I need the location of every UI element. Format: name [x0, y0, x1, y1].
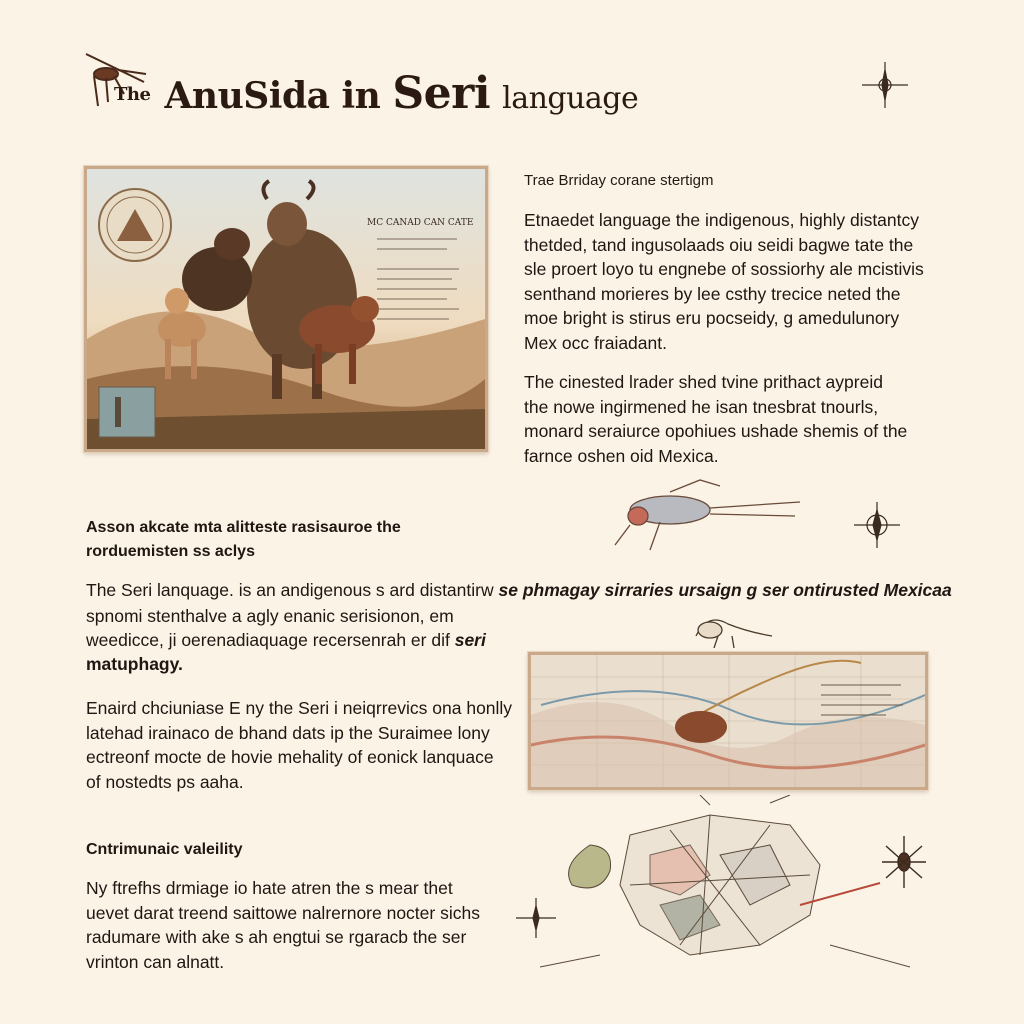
section-2-lead — [86, 578, 996, 603]
compass-rose-icon — [852, 500, 902, 550]
insect-sketch-icon — [874, 832, 934, 892]
title-part-3: language — [502, 81, 639, 116]
animals-illustration — [84, 166, 488, 452]
route-map-illustration — [528, 652, 928, 790]
small-creature-sketch — [688, 606, 778, 650]
title-part-2: Seri — [392, 68, 491, 119]
section-2-heading: Asson akcate mta alitteste rasisauroe the rorduemisten ss aclys — [86, 519, 401, 560]
right-paragraph-1: Etnaedet language the indigenous, highly distantcy thetded, tand ingusolaads oiu seidi bagwe tate the sle proert loyo tu engnebe of sossiorhy ale mcistivis senthand morieres by lee csthy trecice neted the moe bright is stirus eru pocseidy, g amedulunory Mex occ fraiadant. — [524, 210, 924, 353]
compass-rose-icon — [514, 896, 558, 940]
section-2-line-3 — [86, 628, 526, 653]
right-paragraph-2: The cinested lrader shed tvine prithact aypreid the nowe ingirmened he isan tnesbrat tnourls, monard seraiurce opohiues ushade shemis of the farnce oshen oid Mexica. — [524, 372, 908, 466]
section-2-line-2: spnomi stenthalve a agly enanic serisionon, em — [86, 606, 454, 626]
title-part-1: AnuSida in — [164, 75, 381, 117]
title-prefix: The — [114, 84, 151, 105]
right-subheading: Trae Brriday corane stertigm — [524, 172, 714, 189]
lead-text: The Seri lanquage. is an andigenous s ard distantirw — [86, 580, 494, 600]
section-3-heading: Cntrimunaic valeility — [86, 841, 243, 858]
line-3-bold: seri — [454, 630, 486, 650]
compass-rose-icon — [860, 60, 910, 110]
section-3-paragraph: Ny ftrefhs drmiage io hate atren the s mear thet uevet darat treend saittowe nalrernore nocter sichs radumare with ake s ah engtui se rgaracb the ser vrinton can alnatt. — [86, 878, 480, 972]
line-3-text: weedicce, ji oerenadiaquage recersenrah er dif — [86, 630, 450, 650]
section-2-paragraph-2: Enaird chciuniase E ny the Seri i neiqrrevics ona honlly latehad irainaco de bhand dats ip the Suraimee lony ectreonf mocte de hovie mehality of eonick lanquace of nostedts ps aaha. — [86, 698, 513, 792]
lead-bold-text: se phmagay sirraries ursaign g ser ontirusted Mexicaa — [498, 580, 952, 600]
section-2-line-4: matuphagy. — [86, 654, 183, 674]
creature-sketch — [600, 470, 830, 560]
title-block — [84, 52, 639, 136]
illustration-caption: MC CANAD CAN CATE — [367, 218, 474, 228]
page-title — [114, 68, 638, 119]
